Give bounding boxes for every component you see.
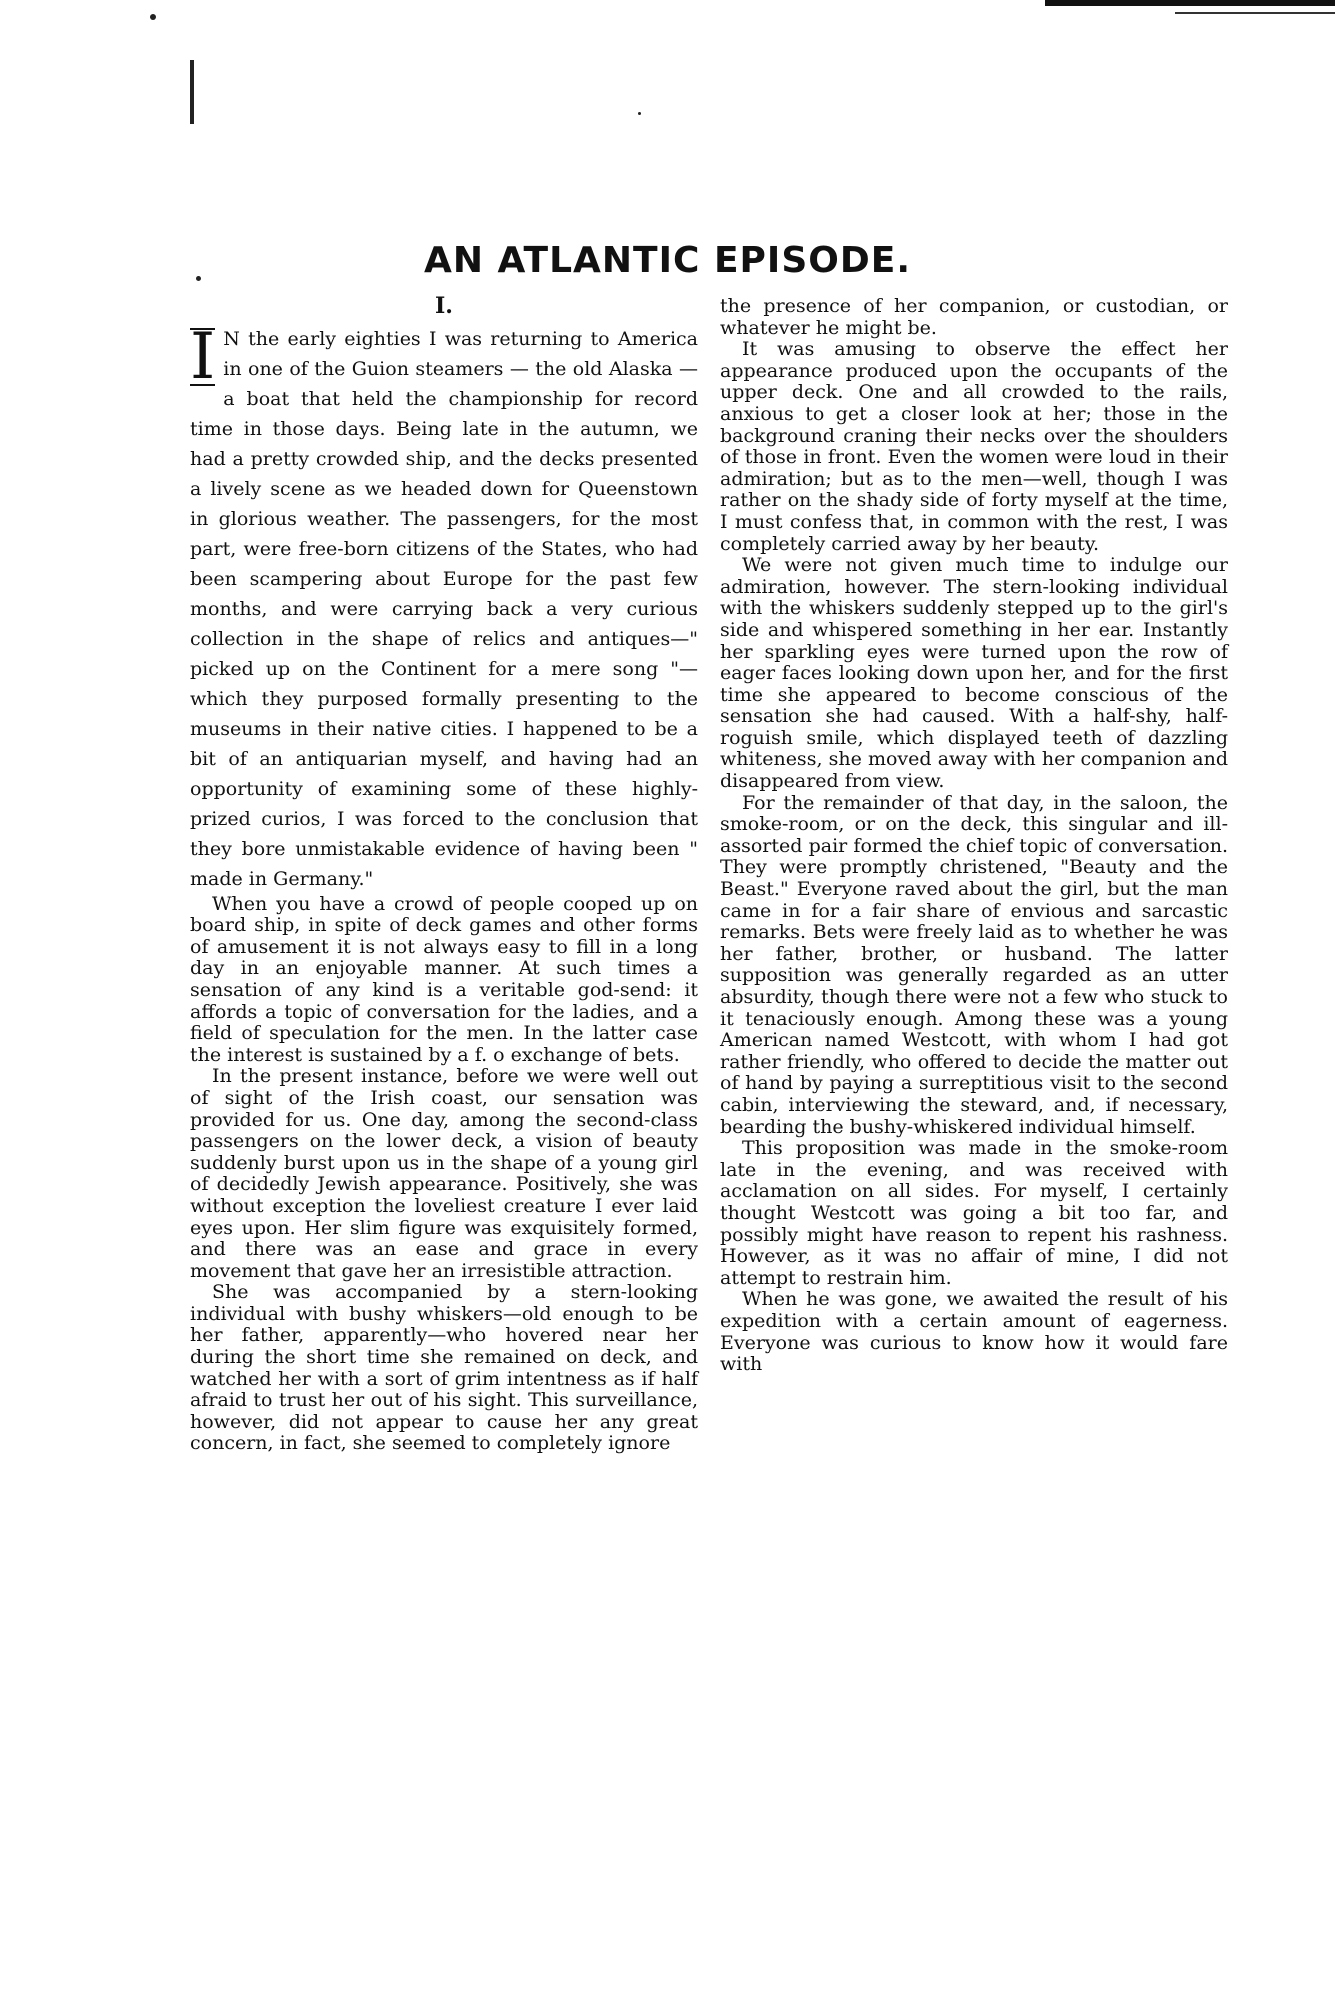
margin-mark: [190, 60, 194, 124]
top-rule: [1045, 0, 1335, 6]
ink-speck: [150, 14, 156, 20]
right-column: [720, 296, 1228, 1376]
article-title: AN ATLANTIC EPISODE.: [423, 240, 912, 281]
paragraph: It was amusing to observe the effect her appearance produced upon the occupants of the upper deck. One and all crowded to the rails, anxious to get a closer look at her; those in the background craning their necks over the shoulders of those in front. Even the women were loud in their admiration; but as to the men—well, though I was rather on the shady side of forty myself at the time, I must confess that, in common with the rest, I was completely carried away by her beauty.: [720, 338, 1228, 555]
paragraph: This proposition was made in the smoke-room late in the evening, and was received with acclamation on all sides. For myself, I certainly thought Westcott was going a bit too far, and possibly might have reason to repent his rashness. However, as it was no affair of mine, I did not attempt to restrain him.: [720, 1137, 1228, 1289]
paragraph: the presence of her companion, or custodian, or whatever he might be.: [720, 295, 1228, 339]
lead-paragraph-block: [190, 319, 698, 894]
top-rule-thin: [1175, 12, 1335, 14]
paragraph: When he was gone, we awaited the result of his expedition with a certain amount of eagerness. Everyone was curious to know how it would fare with: [720, 1288, 1228, 1376]
left-column: [190, 293, 698, 1455]
section-number: I.: [435, 293, 453, 319]
paragraph: In the present instance, before we were well out of sight of the Irish coast, our sensation was provided for us. One day, among the second-class passengers on the lower deck, a vision of beauty suddenly burst upon us in the shape of a young girl of decidedly Jewish appearance. Positively, she was without exception the loveliest creature I ever laid eyes upon. Her slim figure was exquisitely formed, and there was an ease and grace in every movement that gave her an irresistible attraction.: [190, 1065, 698, 1282]
paragraph: We were not given much time to indulge our admiration, however. The stern-looking individual with the whiskers suddenly stepped up to the girl's side and whispered something in her ear. Instantly her sparkling eyes were turned upon the row of eager faces looking down upon her, and for the first time she appeared to become conscious of the sensation she had caused. With a half-shy, half-roguish smile, which displayed teeth of dazzling whiteness, she moved away with her companion and disappeared from view.: [720, 554, 1228, 793]
ink-speck: [638, 112, 641, 115]
paragraph: When you have a crowd of people cooped up on board ship, in spite of deck games and other forms of amusement it is not always easy to fill in a long day in an enjoyable manner. At such times a sensation of any kind is a veritable god-send: it affords a topic of conversation for the ladies, and a field of speculation for the men. In the latter case the interest is sustained by a f. o exchange of bets.: [190, 892, 698, 1066]
paragraph: N the early eighties I was returning to America in one of the Guion steamers — the old Alaska — a boat that held the championship for record time in those days. Being late in the autumn, we had a pretty crowded ship, and the decks presented a lively scene as we headed down for Queenstown in glorious weather. The passengers, for the most part, were free-born citizens of the States, who had been scampering about Europe for the past few months, and were carrying back a very curious collection in the shape of relics and antiques—" picked up on the Continent for a mere song "—which they purposed formally presenting to the museums in their native cities. I happened to be a bit of an antiquarian myself, and having had an opportunity of examining some of these highly-prized curios, I was forced to the conclusion that they bore unmistakable evidence of having been " made in Germany.": [190, 327, 698, 890]
drop-cap: I: [190, 319, 216, 394]
paragraph: She was accompanied by a stern-looking individual with bushy whiskers—old enough to be her father, apparently—who hovered near her during the short time she remained on deck, and watched her with a sort of grim intentness as if half afraid to trust her out of his sight. This surveillance, however, did not appear to cause her any great concern, in fact, she seemed to completely ignore: [190, 1281, 698, 1455]
paragraph: For the remainder of that day, in the saloon, the smoke-room, or on the deck, this singular and ill-assorted pair formed the chief topic of conversation. They were promptly christened, "Beauty and the Beast." Everyone raved about the girl, but the man came in for a fair share of envious and sarcastic remarks. Bets were freely laid as to whether he was her father, brother, or husband. The latter supposition was generally regarded as an utter absurdity, though there were not a few who stuck to it tenaciously enough. Among these was a young American named Westcott, with whom I had got rather friendly, who offered to decide the matter out of hand by paying a surreptitious visit to the second cabin, interviewing the steward, and, if necessary, bearding the bushy-whiskered individual himself.: [720, 791, 1228, 1138]
